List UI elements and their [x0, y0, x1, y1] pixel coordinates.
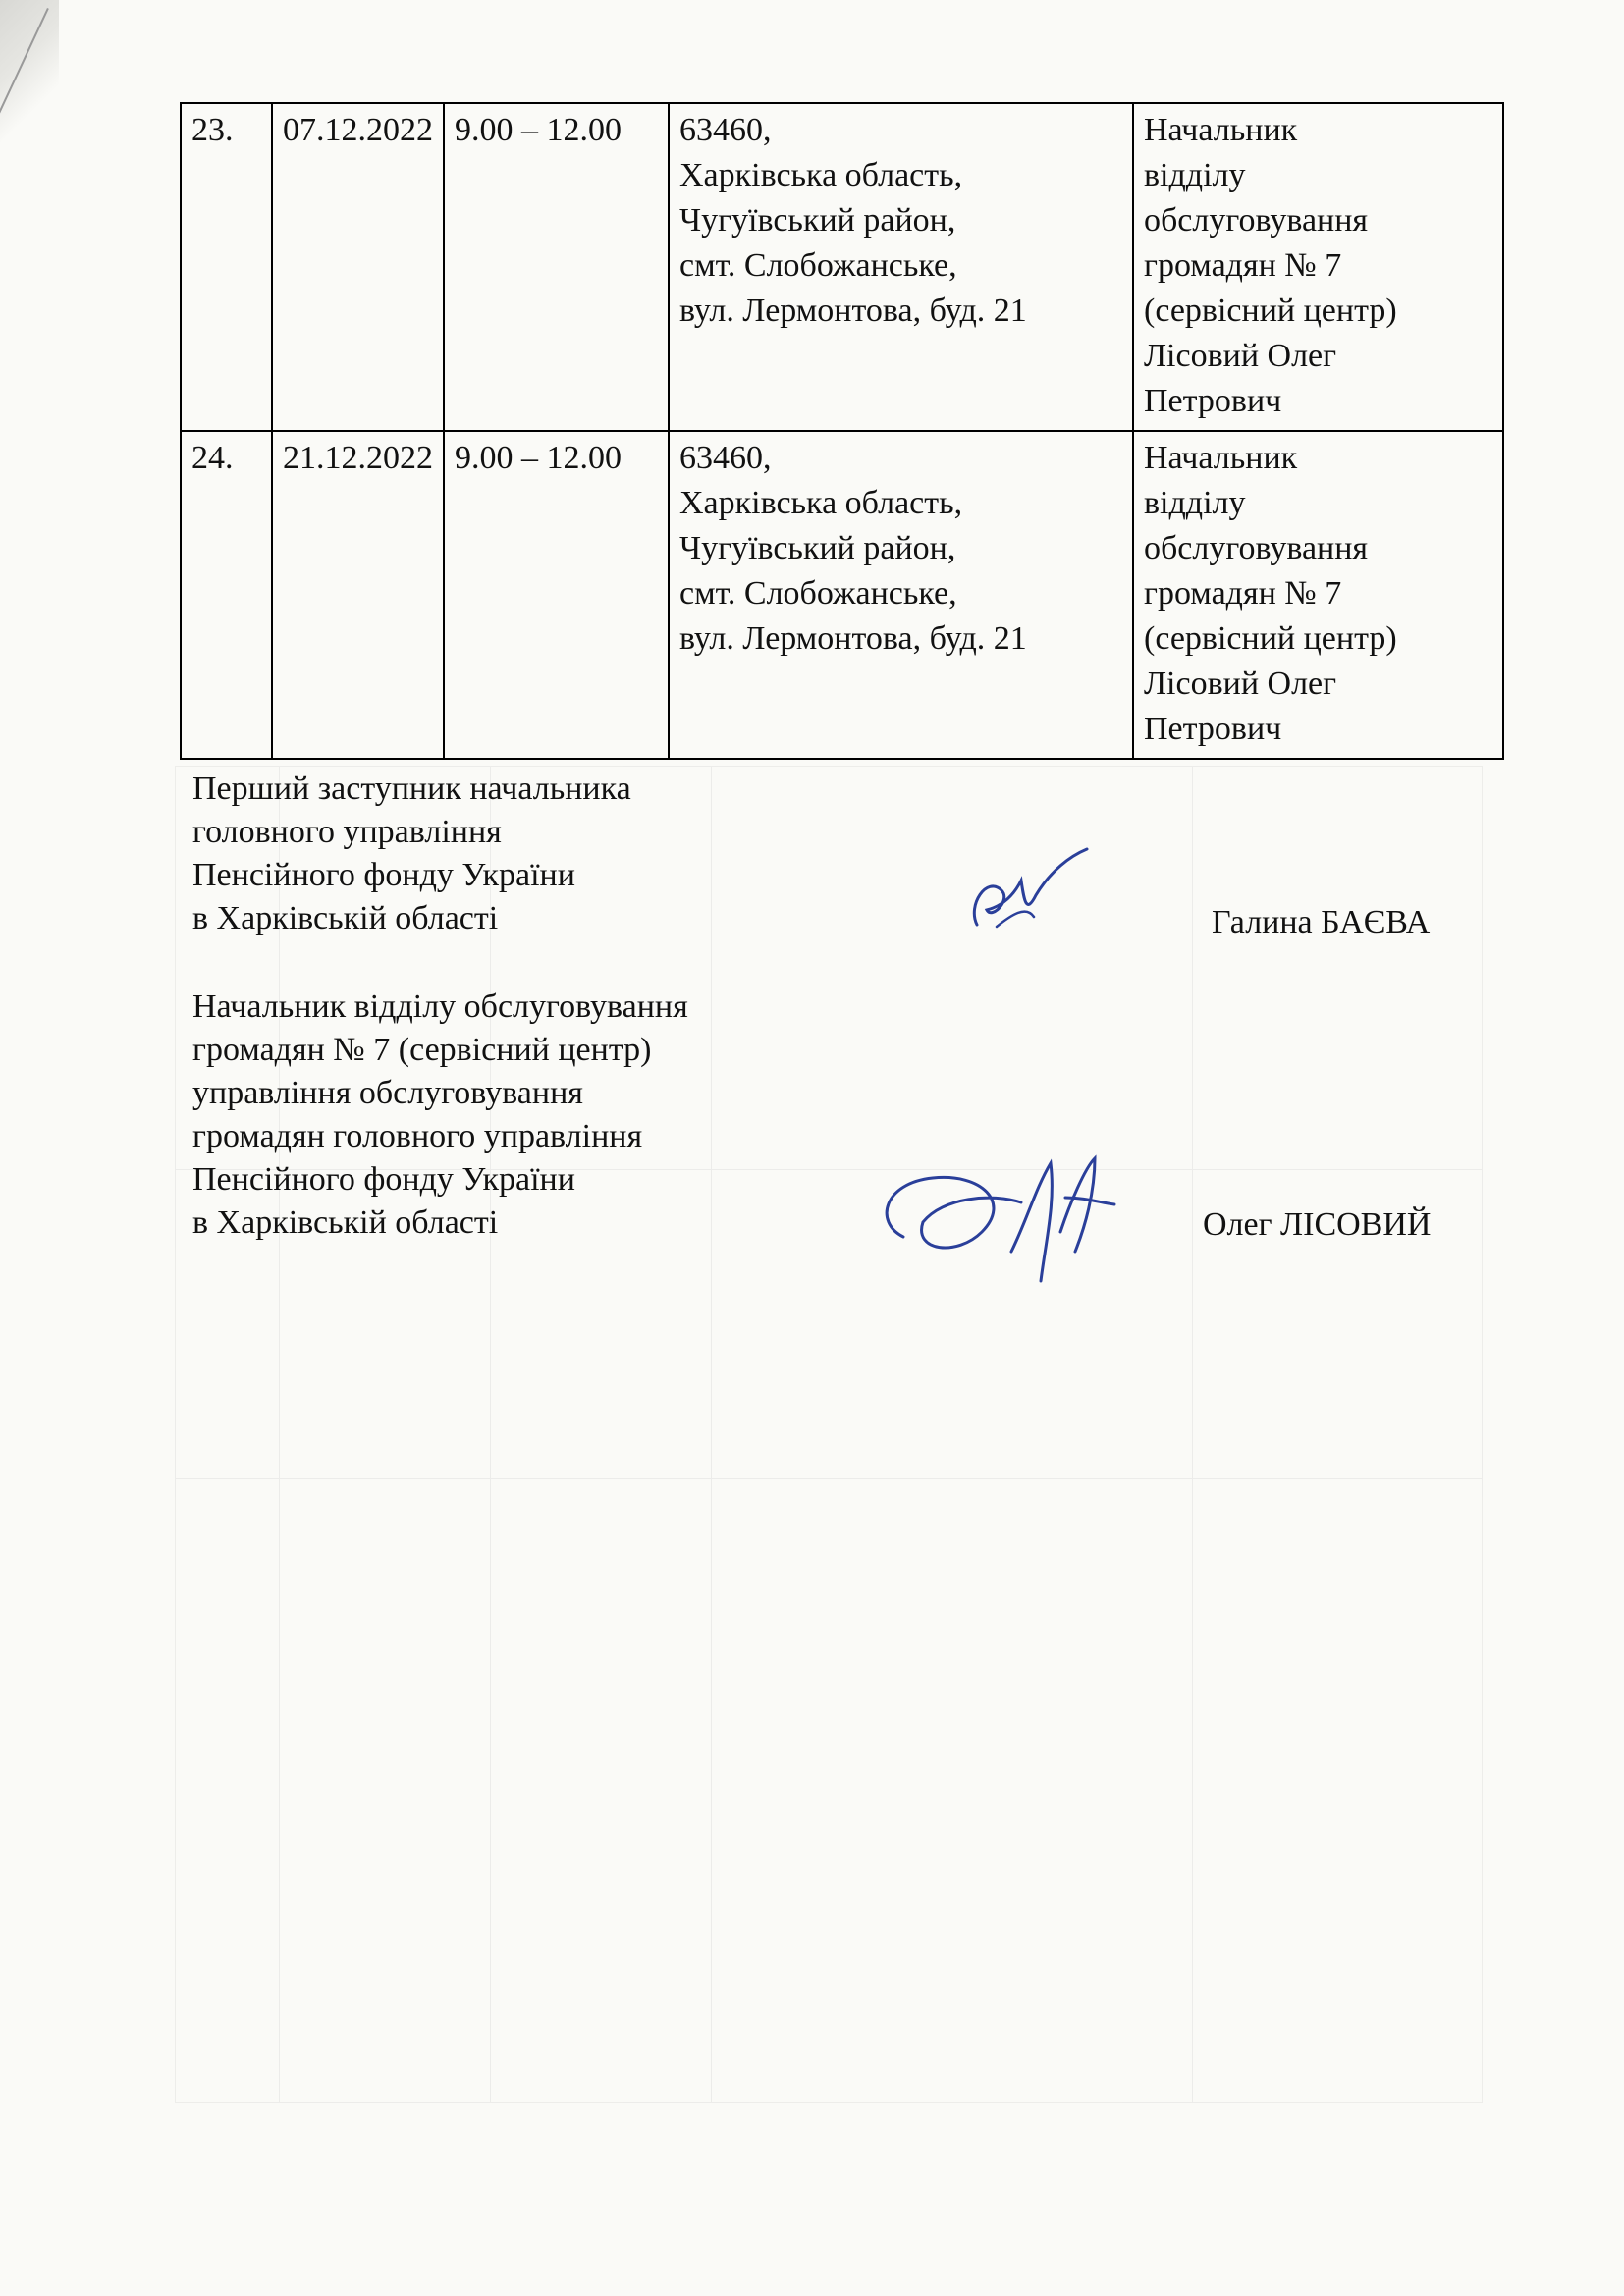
responsible-line: Начальник [1144, 440, 1298, 476]
place-line: Чугуївський район, [679, 530, 956, 566]
signatory-1-name: Галина БАЄВА [1212, 904, 1431, 940]
place-line: Харківська область, [679, 485, 963, 521]
title-line: громадян головного управління [192, 1118, 643, 1154]
responsible-line: громадян № 7 [1144, 575, 1342, 612]
signature-baeva [967, 846, 1095, 934]
place-line: смт. Слобожанське, [679, 247, 957, 284]
responsible-line: громадян № 7 [1144, 247, 1342, 284]
reception-schedule-table [180, 102, 1504, 760]
title-line: Пенсійного фонду України [192, 1161, 575, 1198]
signature-lisovyi [864, 1144, 1119, 1301]
place-line: Чугуївський район, [679, 202, 956, 239]
ghost-divider [279, 767, 280, 2102]
place-line: вул. Лермонтова, буд. 21 [679, 620, 1027, 657]
responsible-person [1133, 103, 1503, 431]
signatory-2-name: Олег ЛІСОВИЙ [1203, 1206, 1432, 1243]
place-line: 63460, [679, 112, 772, 148]
place-line: Харківська область, [679, 157, 963, 193]
row-number: 24. [181, 431, 272, 759]
reception-place [669, 431, 1133, 759]
ghost-divider [176, 1478, 1482, 1479]
responsible-line: Лісовий Олег [1144, 666, 1337, 702]
title-line: Начальник відділу обслуговування [192, 988, 688, 1025]
title-line: Пенсійного фонду України [192, 857, 575, 893]
title-line: громадян № 7 (сервісний центр) [192, 1032, 652, 1068]
reception-date: 07.12.2022 [272, 103, 444, 431]
row-number: 23. [181, 103, 272, 431]
responsible-line: відділу [1144, 157, 1246, 193]
responsible-line: відділу [1144, 485, 1246, 521]
responsible-line: (сервісний центр) [1144, 293, 1397, 329]
place-line: смт. Слобожанське, [679, 575, 957, 612]
table-row [181, 103, 1503, 431]
responsible-line: (сервісний центр) [1144, 620, 1397, 657]
table-row [181, 431, 1503, 759]
title-line: в Харківській області [192, 1204, 499, 1241]
responsible-person [1133, 431, 1503, 759]
page-fold-shadow [0, 0, 59, 147]
responsible-line: Петрович [1144, 383, 1282, 419]
ghost-divider [1192, 767, 1193, 2102]
reception-time: 9.00 – 12.00 [444, 103, 669, 431]
reception-date: 21.12.2022 [272, 431, 444, 759]
responsible-line: Начальник [1144, 112, 1298, 148]
title-line: Перший заступник начальника [192, 771, 631, 807]
responsible-line: обслуговування [1144, 202, 1369, 239]
ghost-divider [490, 767, 491, 2102]
reception-time: 9.00 – 12.00 [444, 431, 669, 759]
signatory-1-title [192, 768, 782, 940]
place-line: вул. Лермонтова, буд. 21 [679, 293, 1027, 329]
title-line: управління обслуговування [192, 1075, 583, 1111]
ghost-divider [711, 767, 712, 2102]
reverse-side-showthrough [175, 766, 1483, 2103]
signatory-2-title [192, 986, 782, 1245]
title-line: головного управління [192, 814, 502, 850]
reception-place [669, 103, 1133, 431]
place-line: 63460, [679, 440, 772, 476]
responsible-line: Петрович [1144, 711, 1282, 747]
responsible-line: Лісовий Олег [1144, 338, 1337, 374]
responsible-line: обслуговування [1144, 530, 1369, 566]
title-line: в Харківській області [192, 900, 499, 936]
